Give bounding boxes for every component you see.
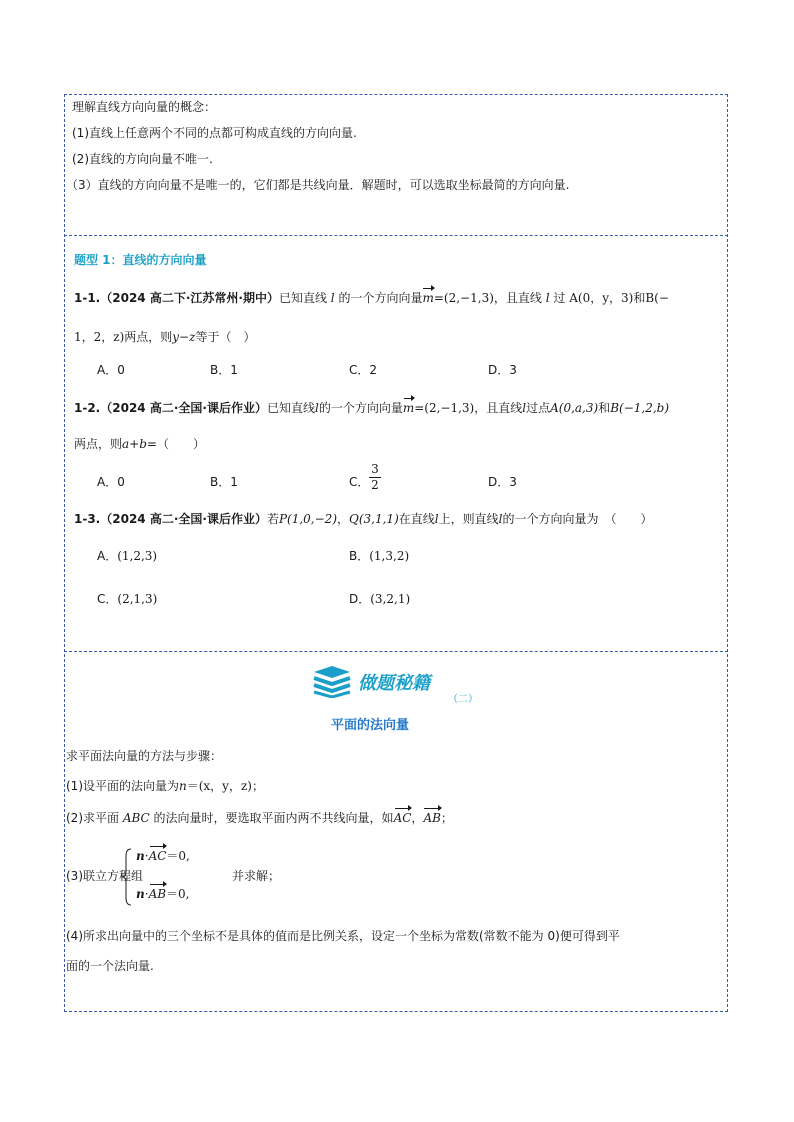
point-a: A(0,a,3) [550,401,599,415]
question-text: 的一个方向向量 [338,291,423,305]
vector-m: m [422,291,434,305]
vector-ac: AC [393,811,412,825]
point-q: Q(3,1,1) [349,512,399,526]
vector-m: m [402,401,415,415]
option-c[interactable]: C．2 [349,363,378,377]
method-intro: 求平面法向量的方法与步骤： [66,749,223,763]
fraction-three-halves [369,463,381,492]
var-n: n [136,887,145,901]
option-c[interactable]: C． [349,475,370,489]
divider-1 [64,235,728,236]
vector-value: =(2,−1,3) [433,291,494,305]
left-brace-icon [122,848,132,906]
option-value: (1,3,2) [369,549,410,563]
option-value: (1,2,3) [117,549,158,563]
question-text: =（ ） [146,437,205,451]
question-text: 等于（ ） [195,330,256,344]
dot-operator: · [144,887,149,901]
question-text: ，且直线 [493,291,542,305]
var-n: n [136,849,145,863]
option-c[interactable] [97,591,157,607]
vector-value: =(2,−1,3) [414,401,475,415]
question-text: 已知直线 [266,401,315,415]
question-text: 的一个方向向量 [318,401,403,415]
question-1-1 [74,290,669,306]
option-a[interactable] [97,548,157,564]
var-n: n [179,779,187,793]
option-b[interactable]: B．1 [210,363,238,377]
option-label: C． [97,592,118,606]
question-1-3 [74,511,652,527]
expression: y−z [172,330,196,344]
option-value: (3,2,1) [370,592,411,606]
vector-ab: AB [423,811,441,825]
divider-2 [64,651,728,652]
step-3-label: (3)联立方程组 [66,869,143,883]
question-1-2 [74,400,669,416]
question-source: （2024 高二·全国·课后作业） [100,512,267,526]
step-text: ， [411,811,424,825]
option-d[interactable]: D．3 [488,363,517,377]
fraction-numerator: 3 [371,462,379,476]
question-text: 在直线 [398,512,435,526]
question-text: 1，2，z)两点，则 [74,330,173,344]
var-l: l [498,512,503,526]
vector-ab: AB [148,887,167,901]
var-l: l [522,401,527,415]
question-text: 已知直线 [278,291,327,305]
books-icon [312,664,352,698]
step-4-line-2: 面的一个法向量. [66,959,154,973]
step-text: (2)求平面 [66,811,119,825]
concept-point-3: （3）直线的方向向量不是唯一的，它们都是共线向量．解题时，可以选取坐标最简的方向向量. [66,178,570,192]
banner-title: 做题秘籍 [358,673,430,694]
step-text: 的法向量时，要选取平面内两不共线向量，如 [153,811,394,825]
var-l: l [330,291,335,305]
option-a[interactable]: A．0 [97,363,125,377]
plane-abc: ABC [122,811,150,825]
var-l: l [545,291,550,305]
point-b: B(−1,2,b) [610,401,670,415]
dot-operator: · [144,849,149,863]
option-label: B． [349,549,370,563]
question-source: （2024 高二·全国·课后作业） [100,401,267,415]
vector-ac: AC [148,849,167,863]
step-4-line-1: (4)所求出向量中的三个坐标不是具体的值而是比例关系，设定一个坐标为常数(常数不能为 0)便可得到平 [66,929,620,943]
option-value: (2,1,3) [117,592,158,606]
question-text: ， [337,512,350,526]
point-b: B(− [645,291,669,305]
equation-rhs: ＝0, [166,887,190,901]
banner-number: （二） [448,694,478,705]
question-source: （2024 高二下·江苏常州·期中） [100,291,279,305]
equation-2 [136,886,190,902]
equation-rhs: ＝0, [166,849,190,863]
question-text: ，且直线 [474,401,523,415]
step-1 [66,778,264,794]
option-b[interactable]: B．1 [210,475,238,489]
option-b[interactable] [349,548,409,564]
step-text: ； [440,811,453,825]
question-text: 上，则直线 [438,512,499,526]
equation-1 [136,848,190,864]
var-l: l [434,512,439,526]
option-label: A． [97,549,118,563]
question-label: 1-3. [74,512,101,526]
option-label: D． [349,592,371,606]
question-1-1-line-2 [74,329,255,345]
question-label: 1-2. [74,401,101,415]
option-d[interactable]: D．3 [488,475,517,489]
question-text: 过 [553,291,566,305]
concept-intro: 理解直线方向向量的概念： [72,100,217,114]
step-text: (1)设平面的法向量为 [66,779,179,793]
concept-point-1: (1)直线上任意两个不同的点都可构成直线的方向向量. [72,126,357,140]
question-label: 1-1. [74,291,101,305]
step-3-tail: 并求解； [232,869,281,883]
question-1-2-line-2 [74,436,205,452]
section-title-direction-vector: 题型 1：直线的方向向量 [74,253,207,267]
concept-point-2: (2)直线的方向向量不唯一. [72,152,213,166]
option-a[interactable]: A．0 [97,475,125,489]
question-text: 若 [266,512,279,526]
question-text: 和 [598,401,611,415]
fraction-denominator: 2 [371,478,379,492]
option-d[interactable] [349,591,410,607]
question-text: 过点 [526,401,551,415]
point-a: A(0，y，3) [569,291,634,305]
point-p: P(1,0,−2) [278,512,337,526]
var-l: l [314,401,319,415]
expression: a+b [122,437,147,451]
question-text: 和 [633,291,646,305]
step-text: ＝(x，y，z)； [186,779,264,793]
question-text: 两点，则 [74,437,123,451]
step-2 [66,810,453,826]
question-text: 的一个方向向量为 （ ） [502,512,653,526]
section-title-normal-vector: 平面的法向量 [331,718,410,733]
